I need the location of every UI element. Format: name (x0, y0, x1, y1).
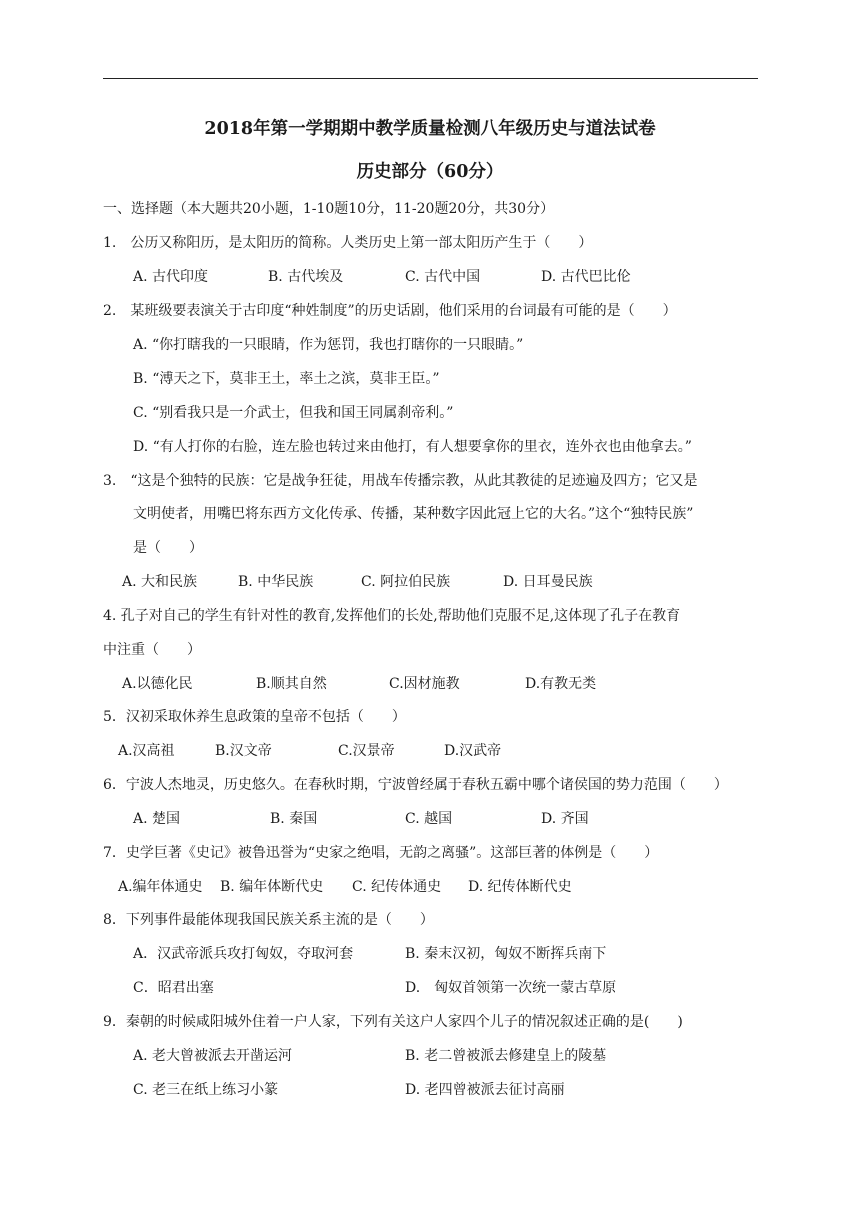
question-stem-cont: 中注重（ ） (103, 642, 201, 658)
question-stem: 5．汉初采取休养生息政策的皇帝不包括（ ） (103, 709, 406, 725)
exam-title: 2018年第一学期期中教学质量检测八年级历史与道法试卷 (204, 119, 656, 139)
option-b: B. “溥天之下，莫非王土，率土之滨，莫非王臣。” (133, 371, 440, 387)
option-a: A.以德化民 (122, 676, 193, 692)
option-a: A. 大和民族 (122, 574, 198, 590)
option-c: C．昭君出塞 (133, 980, 214, 996)
option-c: C. 老三在纸上练习小篆 (133, 1082, 279, 1098)
option-c: C. “别看我只是一介武士，但我和国王同属刹帝利。” (133, 405, 454, 421)
option-a: A. “你打瞎我的一只眼睛，作为惩罚，我也打瞎你的一只眼睛。” (133, 337, 524, 353)
option-b: B. 秦国 (270, 811, 318, 827)
option-c: C. 阿拉伯民族 (361, 574, 451, 590)
option-d: D.有教无类 (525, 676, 597, 692)
option-b: B. 中华民族 (238, 574, 314, 590)
option-d: D. “有人打你的右脸，连左脸也转过来由他打，有人想要拿你的里衣，连外衣也由他拿去。” (133, 439, 692, 455)
option-a: A. 老大曾被派去开凿运河 (133, 1048, 293, 1064)
option-c: C. 古代中国 (405, 269, 481, 285)
question-stem: 8．下列事件最能体现我国民族关系主流的是（ ） (103, 912, 434, 928)
question-stem: 3. “这是个独特的民族：它是战争狂徒，用战车传播宗教，从此其教徒的足迹遍及四方；它又是 (103, 473, 698, 489)
option-b: B. 古代埃及 (268, 269, 344, 285)
option-d: D. 日耳曼民族 (503, 574, 593, 590)
option-d: D. 古代巴比伦 (541, 269, 631, 285)
option-b: B.顺其自然 (256, 676, 327, 692)
question-stem: 4. 孔子对自己的学生有针对性的教育,发挥他们的长处,帮助他们克服不足,这体现了孔子在教育 (103, 608, 681, 624)
header-rule (103, 78, 758, 79)
option-b: B. 秦末汉初，匈奴不断挥兵南下 (405, 946, 607, 962)
section-heading: 一、选择题（本大题共20小题，1-10题10分，11-20题20分，共30分） (103, 201, 555, 217)
option-a: A. 古代印度 (133, 269, 209, 285)
option-d: D. 纪传体断代史 (468, 879, 572, 895)
option-c: C. 越国 (405, 811, 453, 827)
option-d: D. 齐国 (541, 811, 589, 827)
question-stem: 1. 公历又称阳历，是太阳历的简称。人类历史上第一部太阳历产生于（ ） (103, 235, 593, 251)
question-stem: 7．史学巨著《史记》被鲁迅誉为“史家之绝唱，无韵之离骚”。这部巨著的体例是（ ） (103, 845, 659, 861)
question-stem: 9．秦朝的时候咸阳城外住着一户人家，下列有关这户人家四个儿子的情况叙述正确的是( ) (103, 1014, 683, 1030)
question-stem-cont: 是（ ） (133, 540, 203, 556)
option-a: A. 楚国 (133, 811, 181, 827)
option-c: C.汉景帝 (338, 743, 395, 759)
option-d: D.汉武帝 (444, 743, 502, 759)
option-b: B. 老二曾被派去修建皇上的陵墓 (405, 1048, 607, 1064)
option-b: B. 编年体断代史 (220, 879, 324, 895)
option-b: B.汉文帝 (215, 743, 272, 759)
option-c: C.因材施教 (389, 676, 460, 692)
question-stem-cont: 文明使者，用嘴巴将东西方文化传承、传播，某种数字因此冠上它的大名。”这个“独特民族” (133, 506, 694, 522)
question-stem: 2. 某班级要表演关于古印度“种姓制度”的历史话剧，他们采用的台词最有可能的是（ ） (103, 303, 677, 319)
exam-subtitle: 历史部分（60分） (356, 162, 504, 182)
question-stem: 6．宁波人杰地灵，历史悠久。在春秋时期，宁波曾经属于春秋五霸中哪个诸侯国的势力范围（ ） (103, 777, 728, 793)
option-a: A．汉武帝派兵攻打匈奴，夺取河套 (133, 946, 354, 962)
option-a: A.编年体通史 (118, 879, 203, 895)
option-a: A.汉高祖 (118, 743, 175, 759)
option-d: D. 匈奴首领第一次统一蒙古草原 (405, 980, 617, 996)
option-d: D. 老四曾被派去征讨高丽 (405, 1082, 565, 1098)
option-c: C. 纪传体通史 (352, 879, 442, 895)
